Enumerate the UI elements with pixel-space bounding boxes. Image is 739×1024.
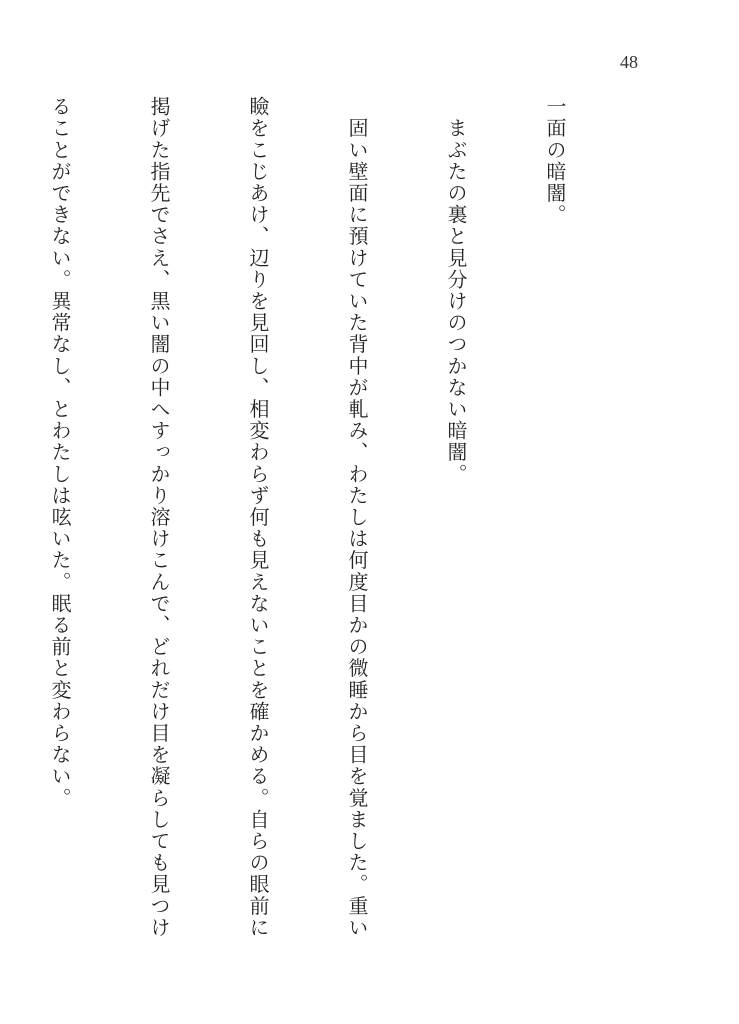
text-line: 瞼をこじあけ、辺りを見回し、相変わらず何も見えないことを確かめる。自らの眼前に xyxy=(246,96,270,939)
text-line: 掲げた指先でさえ、黒い闇の中へすっかり溶けこんで、どれだけ目を凝らしても見つけ xyxy=(147,96,171,939)
vertical-body-text xyxy=(0,96,637,939)
page-number: 48 xyxy=(620,52,638,72)
text-line: ることができない。異常なし、とわたしは呟いた。眠る前と変わらない。 xyxy=(48,96,72,809)
text-line: 一面の暗闇。 xyxy=(543,96,567,226)
text-line: まぶたの裏と見分けのつかない暗闇。 xyxy=(444,96,468,485)
text-line: 固い壁面に預けていた背中が軋み、わたしは何度目かの微睡から目を覚ました。重い xyxy=(345,96,369,939)
